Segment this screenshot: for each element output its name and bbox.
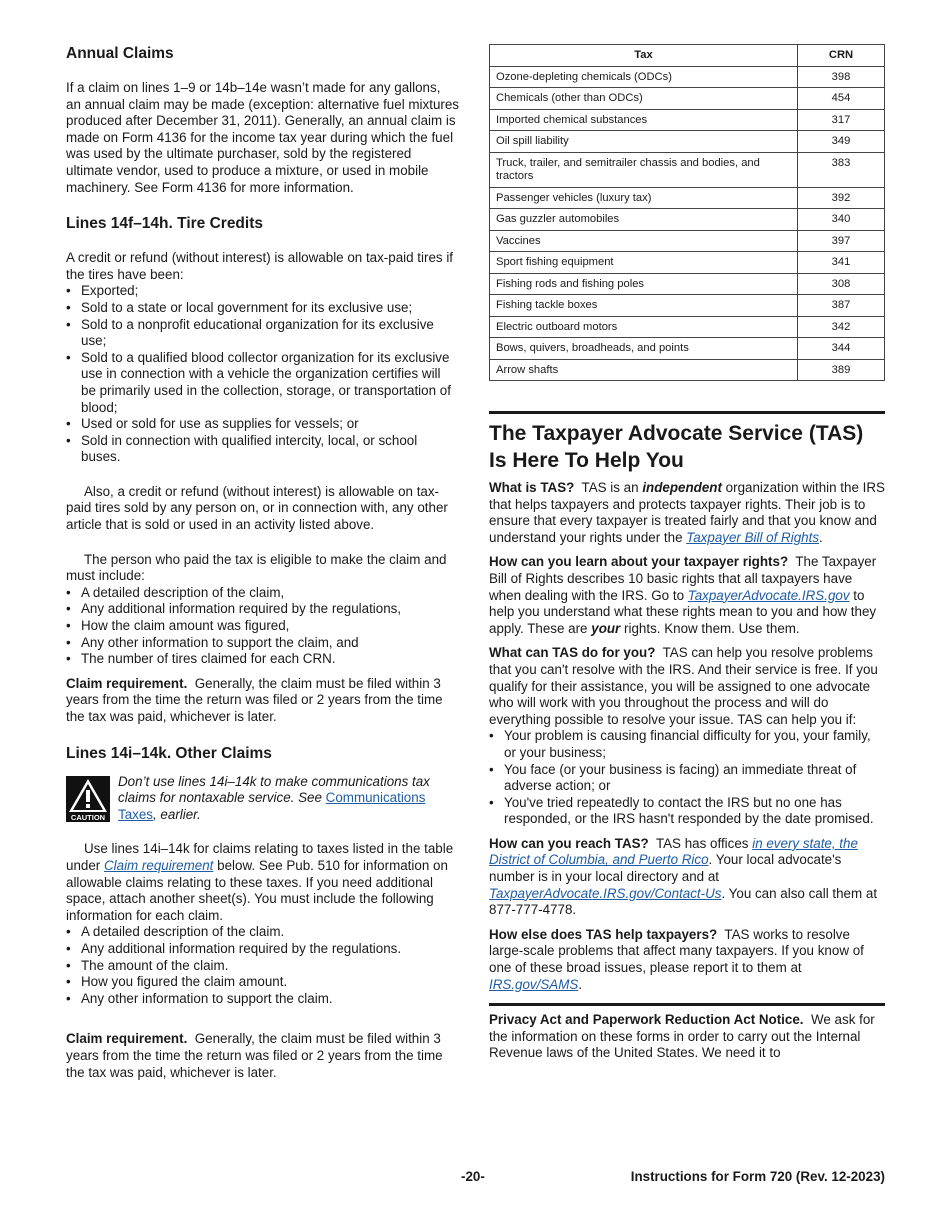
- list-item: • How the claim amount was figured,: [66, 618, 459, 635]
- right-column: [489, 44, 885, 1062]
- tas-q2-end: rights. Know them. Use them.: [624, 620, 800, 636]
- crn-cell: 308: [798, 273, 885, 295]
- tas-heading: The Taxpayer Advocate Service (TAS) Is Here To Help You: [489, 422, 864, 472]
- tas-q2-text: The Taxpayer Bill of Rights describes 10 basic rights that all taxpayers have when dealing with the IRS. Go to: [489, 554, 877, 603]
- tax-cell: Gas guzzler automobiles: [490, 209, 798, 231]
- crn-cell: 398: [798, 66, 885, 88]
- tax-cell: Ozone-depleting chemicals (ODCs): [490, 66, 798, 88]
- tas-q1-label: What is TAS?: [489, 480, 575, 495]
- tax-cell: Passenger vehicles (luxury tax): [490, 187, 798, 209]
- claim-requirement-link[interactable]: Claim requirement: [103, 857, 214, 873]
- tas-q4-end: . You can also call them at 877-777-4778.: [489, 885, 878, 918]
- tax-cell: Fishing rods and fishing poles: [490, 273, 798, 295]
- crn-cell: 387: [798, 295, 885, 317]
- tas-q1-emphasis: independent: [642, 480, 722, 495]
- annual-claims-text: If a claim on lines 1–9 or 14b–14e wasn’t made for any gallons, an annual claim may be made (exception: alternative fuel mixtures produced after December 31, 2011). Generally, an annual claim is made on Form 4136 for the income tax year during which the fuel was used by the ultimate purchaser, sold by the registered ultimate vendor, used to produce a mixture, or used in mobile machinery. See Form 4136 for more information.: [66, 80, 459, 195]
- tas-what-is: [489, 480, 885, 546]
- table-row: [490, 338, 885, 360]
- tire-credits-list: [66, 283, 459, 466]
- caution-note: [66, 774, 459, 824]
- tire-include-list: [66, 585, 459, 668]
- other-claims-use-end: below. See Pub. 510 for information on allowable claims relating to these taxes. If you need additional space, attach another sheet(s). You must include the following information for each claim.: [66, 857, 448, 923]
- privacy-label: Privacy Act and Paperwork Reduction Act Notice.: [489, 1012, 804, 1028]
- crn-cell: 341: [798, 252, 885, 274]
- crn-column-header: CRN: [798, 45, 885, 67]
- claim-requirement-label: Claim requirement.: [66, 675, 188, 691]
- list-item: • Exported;: [66, 283, 459, 300]
- crn-cell: 349: [798, 131, 885, 153]
- table-row: [490, 88, 885, 110]
- claim-requirement-text-2: Generally, the claim must be filed within 3 years from the time the return was filed or 2 years from the time the tax was paid, whichever is later.: [66, 1031, 443, 1080]
- table-row: [490, 209, 885, 231]
- table-row: [490, 230, 885, 252]
- tire-credits-heading: Lines 14f–14h. Tire Credits: [66, 215, 263, 233]
- crn-cell: 392: [798, 187, 885, 209]
- tax-cell: Truck, trailer, and semitrailer chassis and bodies, and tractors: [490, 152, 798, 187]
- list-item: • Any other information to support the claim, and: [66, 635, 459, 652]
- tax-cell: Sport fishing equipment: [490, 252, 798, 274]
- tas-help-list: [489, 728, 885, 828]
- tas-q3-label: What can TAS do for you?: [489, 645, 656, 661]
- table-row: [490, 109, 885, 131]
- list-item: • Used or sold for use as supplies for vessels; or: [66, 416, 459, 433]
- tire-credits-also: Also, a credit or refund (without interest) is allowable on tax-paid tires sold by any person on, or in connection with, any other article that is sold or used in an activity listed above.: [66, 483, 448, 533]
- sams-link[interactable]: IRS.gov/SAMS: [489, 976, 579, 992]
- tas-else: [489, 927, 885, 993]
- list-item: • Sold to a state or local government for its exclusive use;: [66, 300, 459, 317]
- list-item: • Sold in connection with qualified intercity, local, or school buses.: [66, 433, 459, 466]
- communications-taxes-link[interactable]: Communications Taxes: [118, 790, 426, 822]
- caution-label: CAUTION: [70, 812, 106, 822]
- tas-section: [489, 411, 885, 993]
- tax-cell: Electric outboard motors: [490, 316, 798, 338]
- privacy-section: [489, 1003, 885, 1062]
- tas-q5-text: TAS works to resolve large-scale problems that affect many taxpayers. If you know of one of these broad issues, please report it to them at: [489, 926, 864, 976]
- tas-q2-emphasis: your: [591, 620, 621, 636]
- table-row: [490, 152, 885, 187]
- tax-cell: Bows, quivers, broadheads, and points: [490, 338, 798, 360]
- tire-credits-person: The person who paid the tax is eligible to make the claim and must include:: [66, 551, 447, 584]
- tas-q2-label: How can you learn about your taxpayer rights?: [489, 554, 789, 570]
- offices-link[interactable]: in every state, the District of Columbia, and Puerto Rico: [489, 835, 858, 868]
- list-item: • Any additional information required by the regulations,: [66, 601, 459, 618]
- list-item: • You've tried repeatedly to contact the IRS but no one has responded, or the IRS hasn't responded by the date promised.: [489, 795, 885, 828]
- tas-q1-end: .: [819, 529, 823, 545]
- annual-claims-heading: Annual Claims: [66, 45, 174, 62]
- claim-requirement-text: Generally, the claim must be filed within 3 years from the time the return was filed or 2 years from the time the tax was paid, whichever is later.: [66, 675, 443, 724]
- crn-cell: 389: [798, 359, 885, 381]
- tas-q4-text-2: . Your local advocate's number is in your local directory and at: [489, 852, 842, 885]
- form-title: Instructions for Form 720 (Rev. 12-2023): [630, 1169, 885, 1184]
- list-item: • Any additional information required by the regulations.: [66, 941, 459, 958]
- list-item: • Any other information to support the claim.: [66, 991, 459, 1008]
- list-item: • How you figured the claim amount.: [66, 974, 459, 991]
- tax-cell: Fishing tackle boxes: [490, 295, 798, 317]
- table-header-row: [490, 45, 885, 67]
- tire-credits-intro: A credit or refund (without interest) is allowable on tax-paid tires if the tires have been:: [66, 250, 454, 282]
- table-row: [490, 359, 885, 381]
- table-row: [490, 295, 885, 317]
- list-item: • You face (or your business is facing) an immediate threat of adverse action; or: [489, 762, 885, 795]
- claim-requirement-label-2: Claim requirement.: [66, 1031, 188, 1047]
- crn-cell: 454: [798, 88, 885, 110]
- tax-column-header: Tax: [490, 45, 798, 67]
- crn-cell: 317: [798, 109, 885, 131]
- privacy-notice: [489, 1012, 885, 1062]
- table-row: [490, 187, 885, 209]
- crn-cell: 397: [798, 230, 885, 252]
- tas-what-can: [489, 645, 885, 728]
- tas-q1-text: TAS is an: [581, 480, 639, 495]
- tax-cell: Chemicals (other than ODCs): [490, 88, 798, 110]
- list-item: • A detailed description of the claim,: [66, 585, 459, 602]
- caution-icon: [66, 776, 110, 822]
- list-item: • Your problem is causing financial difficulty for you, your family, or your business;: [489, 728, 885, 761]
- taxpayer-bill-of-rights-link[interactable]: Taxpayer Bill of Rights: [686, 529, 820, 545]
- claim-requirement-paragraph: [66, 676, 459, 726]
- table-row: [490, 131, 885, 153]
- tax-cell: Oil spill liability: [490, 131, 798, 153]
- page-number: -20-: [461, 1169, 485, 1184]
- other-claims-use-part: Use lines 14i–14k for claims relating to taxes listed in the table under: [66, 841, 454, 873]
- list-item: • A detailed description of the claim.: [66, 924, 459, 941]
- privacy-text: We ask for the information on these forms in order to carry out the Internal Revenue laws of the United States. We need it to: [489, 1012, 875, 1061]
- table-row: [490, 252, 885, 274]
- tas-q3-text: TAS can help you resolve problems that you can't resolve with the IRS. And their service is free. If you qualify for their assistance, you will be assigned to one advocate who will work with you throughout the process and will do everything possible to resolve your issue. TAS can help you if:: [489, 645, 878, 727]
- list-item: • The number of tires claimed for each CRN.: [66, 651, 459, 668]
- caution-text: [118, 774, 459, 824]
- tas-q5-end: .: [578, 976, 583, 992]
- crn-cell: 340: [798, 209, 885, 231]
- list-item: • Sold to a nonprofit educational organization for its exclusive use;: [66, 317, 459, 350]
- claim-requirement-paragraph-2: [66, 1031, 459, 1081]
- other-claims-list: [66, 924, 459, 1007]
- crn-table: [489, 44, 885, 381]
- contact-us-link[interactable]: TaxpayerAdvocate.IRS.gov/Contact-Us: [489, 885, 722, 901]
- table-row: [490, 273, 885, 295]
- crn-cell: 344: [798, 338, 885, 360]
- other-claims-use: [66, 841, 459, 924]
- table-row: [490, 316, 885, 338]
- tas-q4-label: How can you reach TAS?: [489, 835, 649, 851]
- left-column: [66, 44, 459, 1081]
- list-item: • The amount of the claim.: [66, 958, 459, 975]
- tax-cell: Vaccines: [490, 230, 798, 252]
- crn-cell: 342: [798, 316, 885, 338]
- tas-q5-label: How else does TAS help taxpayers?: [489, 926, 718, 942]
- tas-rights: [489, 554, 885, 637]
- list-item: • Sold to a qualified blood collector organization for its exclusive use in connection with a vehicle the organization certifies will be primarily used in the collection, storage, or transportation of blood;: [66, 350, 459, 416]
- caution-text-end: , earlier.: [152, 806, 201, 822]
- caution-text-part: Don’t use lines 14i–14k to make communications tax claims for nontaxable service. See: [118, 773, 430, 806]
- taxpayer-advocate-link[interactable]: TaxpayerAdvocate.IRS.gov: [687, 587, 850, 603]
- other-claims-heading: Lines 14i–14k. Other Claims: [66, 744, 272, 762]
- tas-q2-text-2: to help you understand what these rights mean to you and how they apply. These are: [489, 587, 877, 636]
- tas-q4-text: TAS has offices: [655, 835, 749, 851]
- tas-q1-text-2: organization within the IRS that helps taxpayers and protects taxpayer rights. Their job is to ensure that every taxpayer is treated fairly and that you know and understand your rights under the: [489, 480, 885, 545]
- crn-cell: 383: [798, 152, 885, 187]
- tax-cell: Arrow shafts: [490, 359, 798, 381]
- table-row: [490, 66, 885, 88]
- tas-reach: [489, 836, 885, 919]
- tax-cell: Imported chemical substances: [490, 109, 798, 131]
